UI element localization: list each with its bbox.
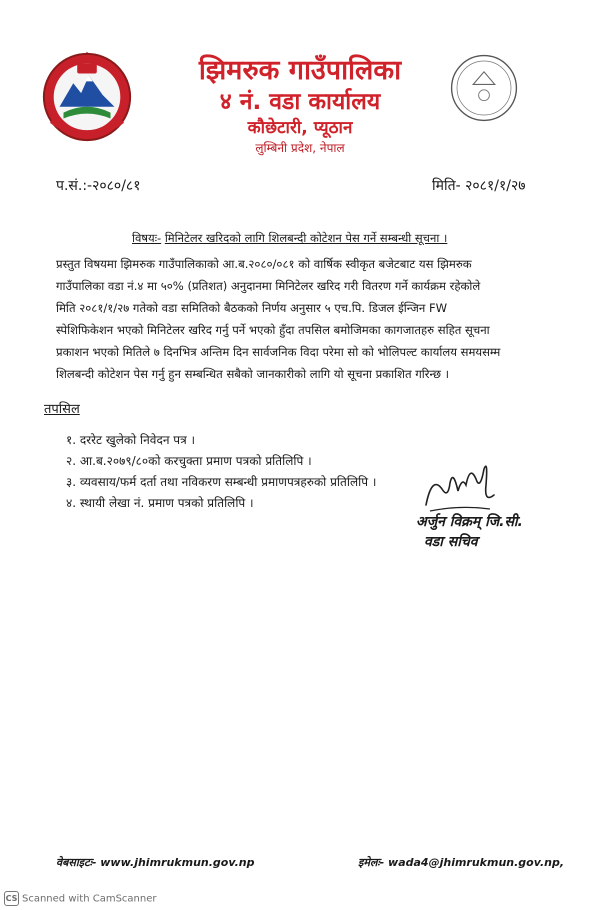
nepal-emblem-logo [38,48,136,146]
body-line: शिलबन्दी कोटेशन पेस गर्नु हुन सम्बन्धित सबैको जानकारीको लागि यो सूचना प्रकाशित गरिन्छ । [56,367,450,381]
tapsil-heading: तपसिल [44,402,80,417]
letter-date: मिति- २०८१/१/२७ [432,178,526,194]
watermark-text: Scanned with CamScanner [22,893,157,905]
subject-text: मिनिटेलर खरिदको लागि शिलबन्दी कोटेशन पेस गर्ने सम्बन्धी सूचना । [164,231,448,245]
tapsil-item: ३. व्यवसाय/फर्म दर्ता तथा नविकरण सम्बन्धी प्रमाणपत्रहरुको प्रतिलिपि । [66,475,377,489]
signature [420,455,500,517]
footer-email: इमेलः- wada4@jhimrukmun.gov.np, [358,856,565,869]
notice-body [56,253,546,385]
province-line: लुम्बिनी प्रदेश, नेपाल [255,141,345,155]
tapsil-item: १. दररेट खुलेको निवेदन पत्र । [66,433,196,447]
tapsil-item: २. आ.ब.२०७९/८०को करचुक्ता प्रमाण पत्रको प्रतिलिपि । [66,454,312,468]
office-address: कौछेटारी, प्यूठान [247,118,353,138]
body-line: मिति २०८१/१/२७ गतेको वडा समितिको बैठकको निर्णय अनुसार ५ एच.पि. डिजल ईन्जिन FW [56,301,448,315]
signatory-designation: वडा सचिव [424,534,478,550]
body-line: प्रस्तुत विषयमा झिमरुक गाउँपालिकाको आ.ब.२०८०/०८१ को वार्षिक स्वीकृत बजेटबाट यस झिमरुक [56,257,472,271]
camscanner-logo-icon: CS [4,891,19,906]
subject-line [132,231,447,246]
ward-office-name: ४ नं. वडा कार्यालय [219,89,381,115]
office-stamp [448,52,520,124]
reference-number: प.सं.:-२०८०/८१ [56,178,141,194]
signatory-name: अर्जुन विक्रम् जि.सी. [416,514,523,530]
body-line: गाउँपालिका वडा नं.४ मा ५०% (प्रतिशत) अनुदानमा मिनिटेलर खरिद गरी वितरण गर्ने कार्यक्रम रहेकोले [56,279,481,293]
tapsil-item: ४. स्थायी लेखा नं. प्रमाण पत्रको प्रतिलिपि । [66,496,254,510]
municipality-title: झिमरुक गाउँपालिका [198,55,402,86]
subject-label: विषयः- [132,231,162,245]
footer-website: वेबसाइटः- www.jhimrukmun.gov.np [56,856,255,869]
body-line: स्पेशिफिकेशन भएको मिनिटेलर खरिद गर्नु पर्ने भएको हुँदा तपसिल बमोजिमका कागजातहरु सहित सूचना [56,323,490,337]
body-line: प्रकाशन भएको मितिले ७ दिनभित्र अन्तिम दिन सार्वजनिक विदा परेमा सो को भोलिपल्ट कार्यालय समयसम्म [56,345,501,359]
camscanner-watermark [4,891,157,906]
